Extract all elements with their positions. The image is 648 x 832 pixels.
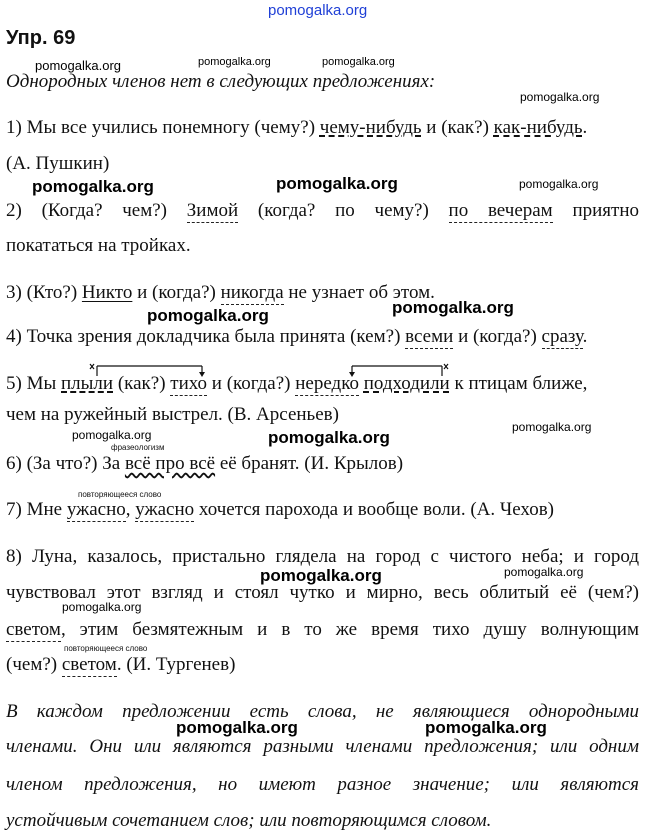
sentence-6-text: 6) (За что?) За: [6, 453, 125, 474]
word-uzhasno-2: ужасно: [135, 499, 195, 520]
verb-plyli: плыли: [61, 373, 114, 394]
sentence-2-text: приятно: [552, 200, 640, 221]
sentence-8-line-2: чувствовал этот взгляд и стоял чутко и мирно, весь облитый её (чем?): [6, 582, 639, 603]
sentence-3: [6, 282, 435, 304]
word-svetom-2: светом: [61, 654, 117, 675]
watermark: pomogalka.org: [260, 566, 382, 585]
conclusion-line-1: В каждом предложении есть слова, не являющиеся однородными: [6, 701, 639, 722]
sentence-7-text: хочется парохода и вообще воли. (А. Чехов): [194, 499, 554, 520]
sentence-2-text: (когда? по чему?): [238, 200, 449, 221]
sentence-4-text: 4) Точка зрения докладчика была принята (кем?): [6, 326, 406, 347]
sentence-2-text: 2) (Когда? чем?): [6, 200, 187, 221]
sentence-6-text: её бранят. (И. Крылов): [215, 453, 404, 474]
phrase-vsyo-pro-vsyo: всё про всё: [124, 453, 216, 474]
sentence-5-line-2: чем на ружейный выстрел. (В. Арсеньев): [6, 404, 339, 425]
watermark: pomogalka.org: [62, 600, 142, 614]
sentence-7-text: 7) Мне: [6, 499, 67, 520]
sentence-5-text: и (когда?): [207, 373, 296, 394]
watermark: pomogalka.org: [512, 420, 592, 434]
watermark: pomogalka.org: [268, 428, 390, 447]
sentence-8-line-1: 8) Луна, казалось, пристально глядела на город с чистого неба; и город: [6, 546, 639, 567]
sentence-1-text: и (как?): [421, 117, 494, 138]
sentence-8-text: , этим безмятежным и в то же время тихо душу волнующим: [60, 619, 639, 640]
sentence-5-text: 5) Мы: [6, 373, 61, 394]
sentence-3-text: 3) (Кто?): [6, 282, 82, 303]
watermark: pomogalka.org: [176, 718, 298, 737]
conclusion-line-2: членами. Они или являются разными членами предложения; или одним: [6, 736, 639, 757]
word-vsemi: всеми: [405, 326, 454, 347]
label-repeated-word: повторяющееся слово: [78, 490, 162, 499]
watermark: pomogalka.org: [425, 718, 547, 737]
sentence-5-text: к птицам ближе,: [449, 373, 588, 394]
conclusion-line-3: членом предложения, но имеют разное значение; или являются: [6, 774, 639, 795]
word-srazu: сразу: [541, 326, 583, 347]
label-phraseologism: фразеологизм: [111, 443, 165, 452]
adverb-chemu-nibud: чему-нибудь: [319, 117, 422, 138]
sentence-6: [6, 453, 403, 475]
watermark: pomogalka.org: [147, 306, 269, 325]
sentence-5-text: (как?): [113, 373, 171, 394]
sentence-4-text: .: [582, 326, 588, 347]
word-zimoj: Зимой: [186, 200, 239, 221]
verb-podhodili: подходили: [363, 373, 450, 394]
label-repeated-word-2: повторяющееся слово: [64, 644, 148, 653]
word-uzhasno-1: ужасно: [66, 499, 126, 520]
word-neredko: нередко: [295, 373, 359, 394]
word-nikogda: никогда: [220, 282, 284, 303]
sentence-3-text: не узнает об этом.: [283, 282, 435, 303]
watermark: pomogalka.org: [276, 174, 398, 193]
sentence-8-text: . (И. Тургенев): [116, 654, 236, 675]
sentence-5: [6, 373, 587, 395]
watermark: pomogalka.org: [72, 428, 152, 442]
watermark: pomogalka.org: [519, 177, 599, 191]
intro-text: Однородных членов нет в следующих предложениях:: [6, 71, 436, 92]
watermark: pomogalka.org: [32, 177, 154, 196]
sentence-7: [6, 499, 554, 521]
watermark: pomogalka.org: [520, 90, 600, 104]
watermark: pomogalka.org: [35, 58, 121, 73]
sentence-4-text: и (когда?): [453, 326, 542, 347]
word-svetom-1: светом: [6, 619, 61, 640]
sentence-1-author: (А. Пушкин): [6, 153, 110, 174]
watermark: pomogalka.org: [504, 565, 584, 579]
sentence-8-line-4: [6, 654, 235, 676]
sentence-1: [6, 117, 587, 139]
watermark: pomogalka.org: [198, 56, 271, 68]
exercise-title: Упр. 69: [6, 27, 76, 49]
word-tiho: тихо: [170, 373, 208, 394]
sentence-1-text: .: [582, 117, 588, 138]
adverb-kak-nibud: как-нибудь: [493, 117, 583, 138]
sentence-8-line-3: [6, 619, 639, 641]
sentence-2: [6, 200, 639, 222]
sentence-8-text: (чем?): [6, 654, 62, 675]
watermark-top: pomogalka.org: [268, 2, 368, 19]
sentence-1-text: 1) Мы все учились понемногу (чему?): [6, 117, 320, 138]
word-nikto: Никто: [81, 282, 133, 303]
word-po-vecheram: по вечерам: [448, 200, 553, 221]
sentence-7-text: ,: [125, 499, 136, 520]
sentence-4: [6, 326, 587, 348]
conclusion-line-4: устойчивым сочетанием слов; или повторяющимся словом.: [6, 810, 492, 831]
watermark: pomogalka.org: [392, 298, 514, 317]
sentence-3-text: и (когда?): [132, 282, 221, 303]
watermark: pomogalka.org: [322, 56, 395, 68]
sentence-2-line-2: покататься на тройках.: [6, 235, 191, 256]
